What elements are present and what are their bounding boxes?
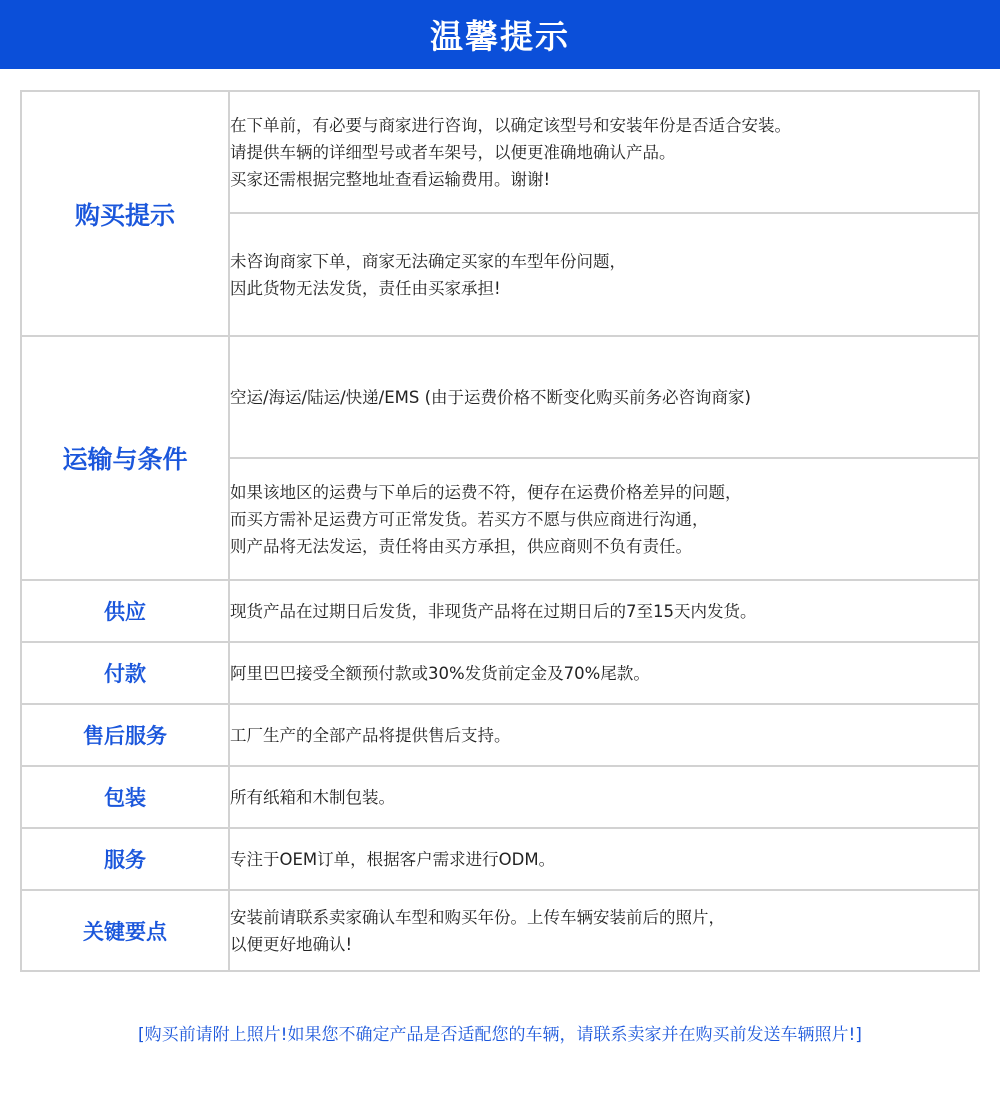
info-table: [20, 90, 980, 972]
after-sales-text: [229, 704, 979, 766]
text-line: 未咨询商家下单，商家无法确定买家的车型年份问题，: [230, 251, 626, 271]
table-row-packaging: [21, 766, 979, 828]
text-line: 阿里巴巴接受全额预付款或30%发货前定金及70%尾款。: [230, 663, 650, 683]
header-banner: [0, 0, 1000, 69]
purchase-tips-block-1: [229, 91, 979, 213]
row-label-payment: 付款: [21, 642, 229, 704]
text-line: 买家还需根据完整地址查看运输费用。谢谢!: [230, 169, 551, 189]
shipping-block-1: [229, 336, 979, 458]
row-label-shipping: 运输与条件: [21, 336, 229, 580]
table-row-purchase-tips-1: [21, 91, 979, 213]
payment-text: [229, 642, 979, 704]
shipping-block-2: [229, 458, 979, 580]
text-line: 所有纸箱和木制包装。: [230, 787, 395, 807]
text-line: 而买方需补足运费方可正常发货。若买方不愿与供应商进行沟通，: [230, 509, 709, 529]
text-line: 安装前请联系卖家确认车型和购买年份。上传车辆安装前后的照片，: [230, 907, 725, 927]
text-line: 专注于OEM订单，根据客户需求进行ODM。: [230, 849, 556, 869]
row-label-packaging: 包装: [21, 766, 229, 828]
text-line: 请提供车辆的详细型号或者车架号，以便更准确地确认产品。: [230, 142, 676, 162]
page-title: 温馨提示: [430, 17, 570, 56]
key-points-text: [229, 890, 979, 971]
table-row-service: [21, 828, 979, 890]
text-line: 现货产品在过期日后发货，非现货产品将在过期日后的7至15天内发货。: [230, 601, 757, 621]
table-row-key-points: [21, 890, 979, 971]
text-line: 如果该地区的运费与下单后的运费不符，便存在运费价格差异的问题，: [230, 482, 742, 502]
table-row-supply: [21, 580, 979, 642]
row-label-supply: 供应: [21, 580, 229, 642]
row-label-after-sales: 售后服务: [21, 704, 229, 766]
row-label-purchase-tips: 购买提示: [21, 91, 229, 336]
packaging-text: [229, 766, 979, 828]
table-row-shipping-1: [21, 336, 979, 458]
purchase-tips-block-2: [229, 213, 979, 336]
supply-text: [229, 580, 979, 642]
text-line: 工厂生产的全部产品将提供售后支持。: [230, 725, 511, 745]
text-line: 则产品将无法发运，责任将由买方承担，供应商则不负有责任。: [230, 536, 692, 556]
footer-note: [购买前请附上照片!如果您不确定产品是否适配您的车辆，请联系卖家并在购买前发送车辆照片!]: [138, 1025, 862, 1045]
table-row-payment: [21, 642, 979, 704]
text-line: 以便更好地确认!: [230, 934, 353, 954]
text-line: 空运/海运/陆运/快递/EMS (由于运费价格不断变化购买前务必咨询商家): [230, 387, 751, 407]
row-label-service: 服务: [21, 828, 229, 890]
table-row-after-sales: [21, 704, 979, 766]
text-line: 因此货物无法发货，责任由买家承担!: [230, 278, 501, 298]
row-label-key-points: 关键要点: [21, 890, 229, 971]
service-text: [229, 828, 979, 890]
text-line: 在下单前，有必要与商家进行咨询，以确定该型号和安装年份是否适合安装。: [230, 115, 791, 135]
